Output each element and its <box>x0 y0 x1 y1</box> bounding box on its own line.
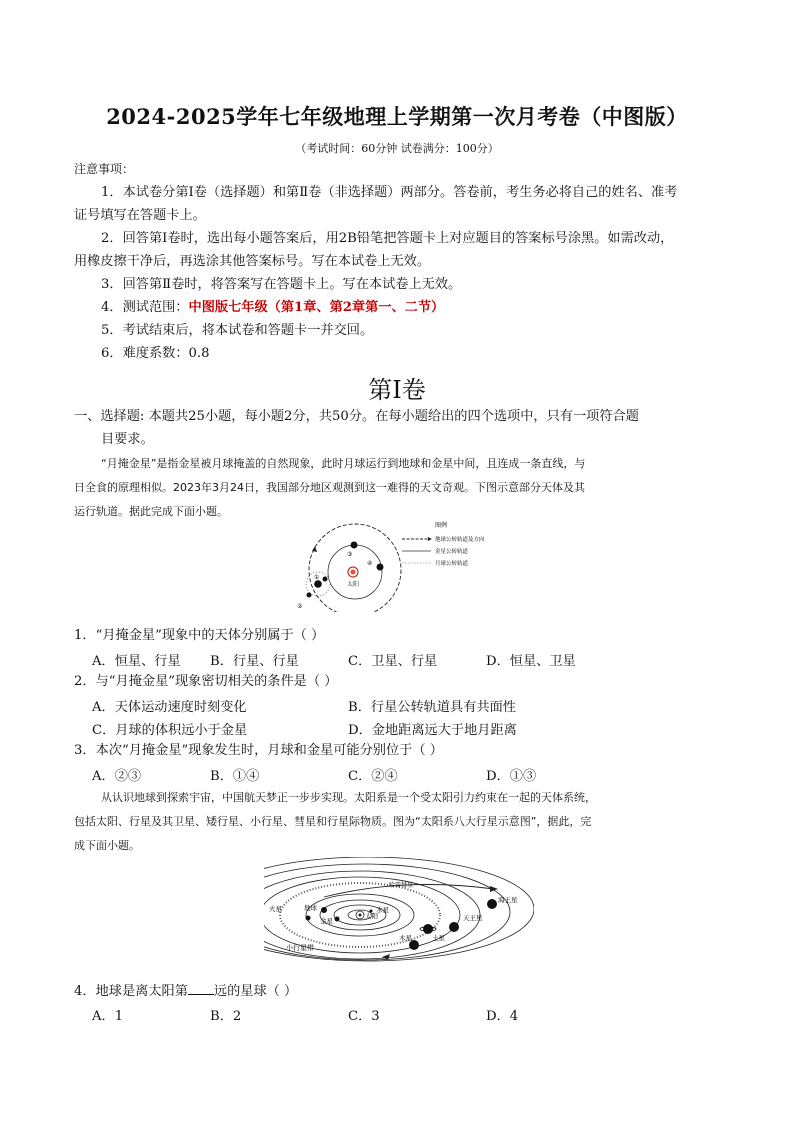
exam-info: （考试时间：60分钟 试卷满分：100分） <box>295 142 499 155</box>
neptune-label: 海王星 <box>498 896 518 904</box>
earth-label: 地球 <box>304 904 317 912</box>
orbit-diagram <box>290 520 510 612</box>
question-1-option-c[interactable]: C．卫星、行星 <box>348 654 438 669</box>
venus-dot <box>335 917 340 922</box>
saturn-label: 土星 <box>432 934 445 942</box>
notice-item-1a: 1．本试卷分第Ⅰ卷（选择题）和第Ⅱ卷（非选择题）两部分。答卷前，考生务必将自己的姓名、准考 <box>101 185 678 200</box>
question-1-option-a[interactable]: A．恒星、行星 <box>92 654 181 669</box>
question-3-option-a[interactable]: A．②③ <box>92 769 142 784</box>
venus-dot-4 <box>377 564 384 571</box>
question-4-stem-a: 4．地球是离太阳第 <box>74 984 188 999</box>
question-2-stem: 2．与“月掩金星”现象密切相关的条件是（ ） <box>74 674 338 689</box>
orbit-arrow-icon <box>490 886 498 892</box>
mark-2: ② <box>297 603 303 610</box>
passage1-line2: 日全食的原理相似。2023年3月24日，我国部分地区观测到这一难得的天文奇观。下图示意部分天体及其 <box>74 481 585 494</box>
question-3-option-d[interactable]: D．①③ <box>486 769 537 784</box>
uranus-dot <box>449 922 459 932</box>
solar-system-diagram <box>264 857 534 969</box>
legend <box>402 521 485 567</box>
neptune-dot <box>487 899 497 909</box>
passage2-line2: 包括太阳、行星及其卫星、矮行星、小行星、彗星和行星际物质。图为“太阳系八大行星示意图”，据此，完 <box>74 815 592 828</box>
question-3-option-b[interactable]: B．①④ <box>210 769 260 784</box>
saturn-dot <box>423 924 433 934</box>
question-4-option-d[interactable]: D．4 <box>486 1009 519 1024</box>
asteroid-belt-label: 小行星带 <box>286 944 314 952</box>
notice-item-4-prefix: 4．测试范围： <box>101 300 189 315</box>
passage2-line3: 成下面小题。 <box>74 839 140 852</box>
page-title: 2024-2025学年七年级地理上学期第一次月考卷（中图版） <box>106 104 688 129</box>
question-1-option-d[interactable]: D．恒星、卫星 <box>486 654 576 669</box>
question-1-option-b[interactable]: B．行星、行星 <box>210 654 299 669</box>
question-2-option-a[interactable]: A．天体运动速度时刻变化 <box>92 700 247 715</box>
notice-item-6: 6．难度系数：0.8 <box>101 346 210 361</box>
question-3-stem: 3．本次“月掩金星”现象发生时，月球和金星可能分别位于（ ） <box>74 743 443 758</box>
notice-item-1b: 证号填写在答题卡上。 <box>74 208 206 223</box>
notice-item-3: 3．回答第Ⅱ卷时，将答案写在答题卡上。写在本试卷上无效。 <box>101 277 462 292</box>
uranus-label: 天王星 <box>463 914 483 922</box>
legend-title: 图例 <box>435 522 448 529</box>
mercury-label: 水星 <box>376 906 389 914</box>
sun-label: 太阳 <box>365 912 378 920</box>
question-4-stem-b: 远的星球（ ） <box>213 984 298 999</box>
question-4-option-b[interactable]: B．2 <box>210 1009 242 1024</box>
jupiter-label: 木星 <box>399 934 412 942</box>
legend-arrow-icon <box>428 537 432 541</box>
legend-moon-orbit: 月球公转轨道 <box>435 561 469 567</box>
orbit-direction-arrow <box>312 546 317 552</box>
mars-dot <box>306 916 311 921</box>
legend-earth-orbit: 地球公转轨道及方向 <box>435 537 485 543</box>
earth-dot <box>321 907 327 913</box>
earth-dot <box>314 580 322 588</box>
passage1-line3: 运行轨道。据此完成下面小题。 <box>74 505 228 518</box>
question-4-option-a[interactable]: A．1 <box>92 1009 124 1024</box>
section-title: 第Ⅰ卷 <box>368 376 426 404</box>
mercury-dot <box>370 910 373 913</box>
test-scope: 中图版七年级（第1章、第2章第一、二节） <box>188 300 445 315</box>
notice-item-4 <box>101 296 444 319</box>
moon-dot-1 <box>323 577 328 582</box>
comet-label: 哈雷彗星 <box>389 882 414 889</box>
venus-dot-3 <box>351 542 358 549</box>
question-2-option-d[interactable]: D．金地距离远大于地月距离 <box>348 723 517 738</box>
section-intro-b: 目要求。 <box>101 432 154 447</box>
sun-core <box>351 570 356 575</box>
mark-1: ① <box>314 574 320 581</box>
question-4-option-c[interactable]: C．3 <box>348 1009 380 1024</box>
venus-label: 金星 <box>320 917 333 925</box>
question-1-stem: 1．“月掩金星”现象中的天体分别属于（ ） <box>74 628 325 643</box>
moon-dot-2 <box>307 593 312 598</box>
notice-item-5: 5．考试结束后，将本试卷和答题卡一并交回。 <box>101 323 374 338</box>
sun-label: 太阳 <box>347 581 360 588</box>
sun-center <box>359 914 362 917</box>
mark-4: ④ <box>367 560 373 567</box>
question-2-option-c[interactable]: C．月球的体积远小于金星 <box>92 723 248 738</box>
passage2-line1: 从认识地球到探索宇宙，中国航天梦正一步步实现。太阳系是一个受太阳引力约束在一起的天体系统， <box>101 791 596 804</box>
question-3-option-c[interactable]: C．②④ <box>348 769 398 784</box>
section-intro-a: 一、选择题: 本题共25小题，每小题2分，共50分。在每小题给出的四个选项中，只有一项符合题 <box>74 409 639 424</box>
question-4-stem <box>74 980 297 1003</box>
passage1-line1: “月掩金星”是指金星被月球掩盖的自然现象，此时月球运行到地球和金星中间，且连成一条直线，与 <box>101 457 586 470</box>
mark-3: ③ <box>347 551 353 558</box>
answer-blank[interactable] <box>188 982 214 995</box>
notice-label: 注意事项： <box>74 162 135 176</box>
notice-item-2a: 2．回答第Ⅰ卷时，选出每小题答案后，用2B铅笔把答题卡上对应题目的答案标号涂黑。如需改动， <box>101 231 674 246</box>
mars-label: 火星 <box>269 905 282 913</box>
legend-venus-orbit: 金星公转轨道 <box>435 549 469 555</box>
question-2-option-b[interactable]: B．行星公转轨道具有共面性 <box>348 700 516 715</box>
notice-item-2b: 用橡皮擦干净后，再选涂其他答案标号。写在本试卷上无效。 <box>74 254 431 269</box>
